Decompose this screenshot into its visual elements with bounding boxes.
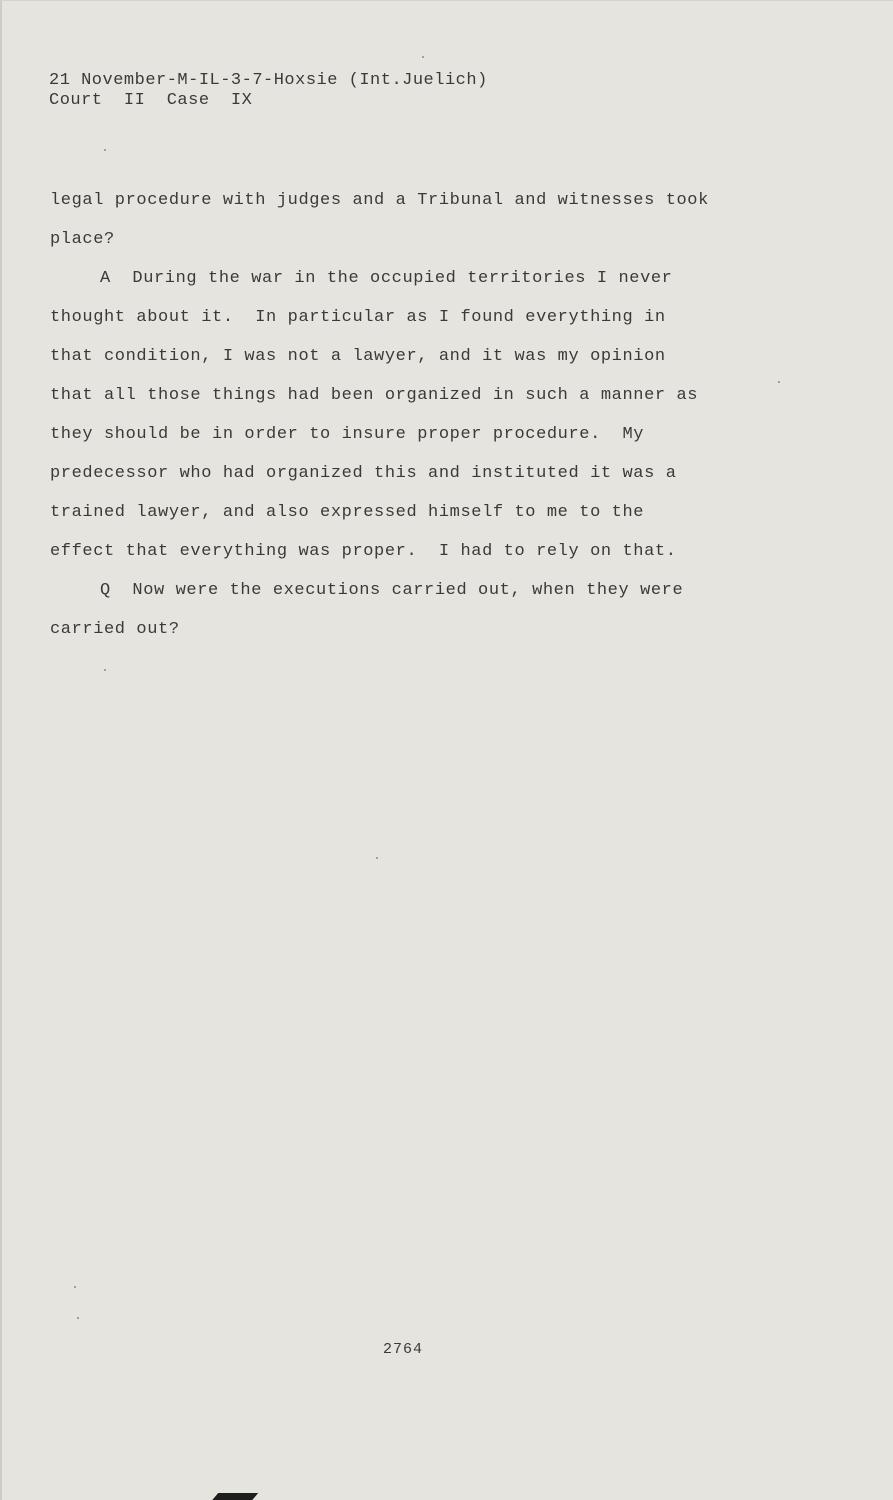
paper-speck: [104, 669, 106, 671]
transcript-line: place?: [50, 230, 115, 249]
transcript-line: they should be in order to insure proper procedure. My: [50, 425, 645, 444]
paper-speck: [74, 1286, 76, 1288]
transcript-line: that condition, I was not a lawyer, and it was my opinion: [50, 347, 666, 366]
paper-speck: [778, 381, 780, 383]
transcript-line: trained lawyer, and also expressed himself to me to the: [50, 503, 645, 522]
paper-speck: [376, 857, 378, 859]
transcript-line: carried out?: [50, 620, 180, 639]
transcript-line: predecessor who had organized this and instituted it was a: [50, 464, 677, 483]
document-header: [49, 71, 488, 111]
answer-line: A During the war in the occupied territories I never: [100, 269, 673, 288]
scan-edge-mark: [210, 1493, 258, 1500]
page-number: 2764: [383, 1341, 424, 1358]
header-session-line: 21 November-M-IL-3-7-Hoxsie (Int.Juelich): [49, 71, 488, 90]
header-court-line: Court II Case IX: [49, 91, 253, 110]
paper-speck: [104, 149, 106, 151]
transcript-line: that all those things had been organized in such a manner as: [50, 386, 699, 405]
transcript-line: legal procedure with judges and a Tribunal and witnesses took: [50, 191, 709, 210]
transcript-body: [50, 181, 770, 649]
paper-speck: [422, 56, 424, 58]
question-line: Q Now were the executions carried out, when they were: [100, 581, 684, 600]
transcript-line: thought about it. In particular as I found everything in: [50, 308, 666, 327]
transcript-line: effect that everything was proper. I had to rely on that.: [50, 542, 677, 561]
paper-speck: [77, 1317, 79, 1319]
